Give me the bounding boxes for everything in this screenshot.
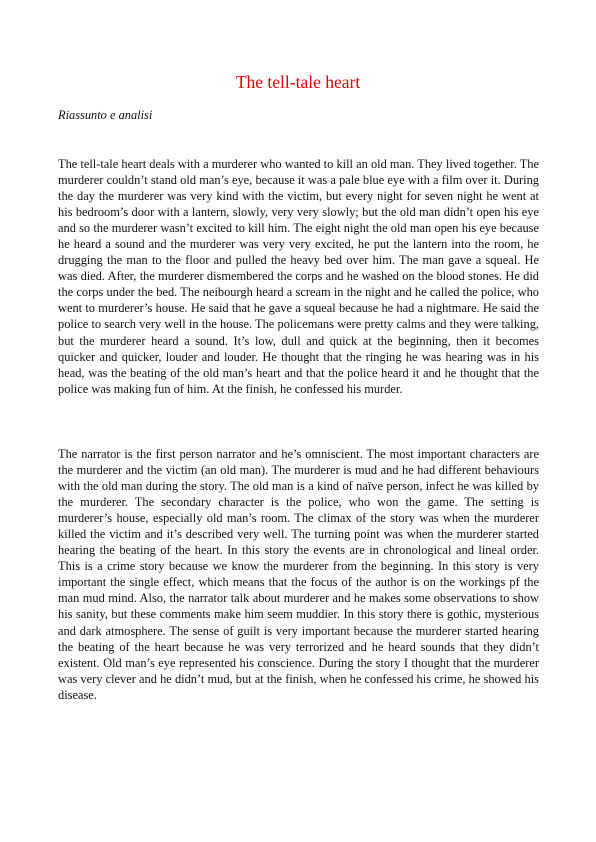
page-title: The tell-tale heart [235,72,361,92]
summary-paragraph: The tell-tale heart deals with a murderer who wanted to kill an old man. They lived together. The murderer couldn’t stand old man’s eye, because it was a pale blue eye with a film over it. During the day the murderer was very kind with the victim, but every night for seven night he went at his bedroom’s door with a lantern, slowly, very very slowly; but the old man didn’t open his eye and so the murderer wasn’t excited to kill him. The eight night the old man open his eye because he heard a sound and the murderer was very very excited, he put the lantern into the room, he drugging the man to the floor and pulled the heavy bed over him. The man gave a squeal. He was died. After, the murderer dismembered the corps and he washed on the blood stones. He did the corps under the bed. The neibourgh heard a scream in the night and he called the police, who went to murderer’s house. He said that he gave a squeal because he had a nightmare. He said the police to search very well in the house. The policemans were pretty calms and they were talking, but the murderer heard a sound. It’s low, dull and quick at the beginning, then it becomes quicker and quicker, louder and louder. He thought that the ringing he was hearing was in his head, was the beating of the old man’s heart and that the police heard it and he thought that the police was making fun of him. At the finish, he confessed his murder. [58,157,539,396]
page-subtitle: Riassunto e analisi [58,108,153,122]
analysis-paragraph: The narrator is the first person narrator and he’s omniscient. The most important characters are the murderer and the victim (an old man). The murderer is mud and he had different behaviours with the old man during the story. The old man is a kind of naïve person, infect he was killed by the murderer. The secondary character is the police, who won the game. The setting is murderer’s house, especially old man’s room. The climax of the story was when the murderer killed the victim and it’s described very well. The turning point was when the murderer started hearing the beating of the heart. In this story the events are in chronological and lineal order. This is a crime story because we know the murderer from the beginning. In this story is very important the single effect, which means that the focus of the author is on the workings pf the man mud mind. Also, the narrator talk about murderer and he makes some observations to show his sanity, but these comments make him seem muddier. In this story there is gothic, mysterious and dark atmosphere. The sense of guilt is very important because the murderer started hearing the beating of the heart because he was very terrorized and he heard sounds that they didn’t existent. Old man’s eye represented his conscience. During the story I thought that the murderer was very clever and he didn’t mud, but at the finish, when he confessed his crime, he showed his disease. [58,447,539,702]
